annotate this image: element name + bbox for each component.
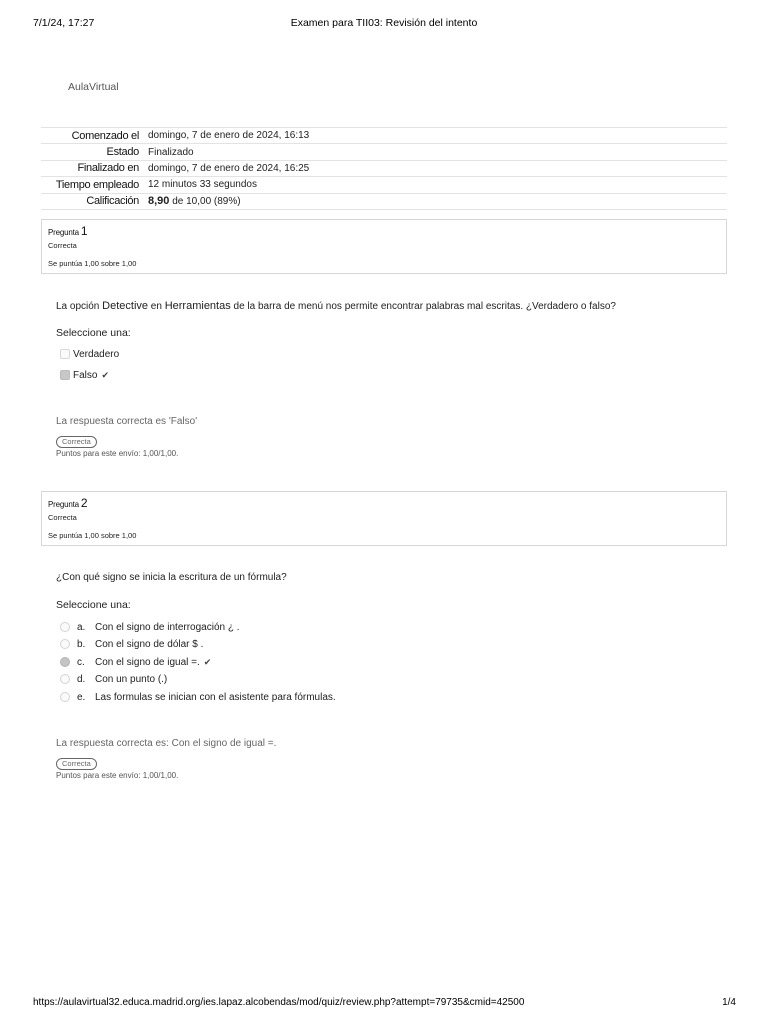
correct-badge: Correcta <box>56 758 97 770</box>
summary-label: Estado <box>106 146 139 159</box>
answer-letter: b. <box>77 638 86 650</box>
answer-label: Con el signo de dólar $ . <box>95 638 204 650</box>
question-2-text: ¿Con qué signo se inicia la escritura de un fórmula? <box>56 572 287 583</box>
summary-label: Finalizado en <box>77 162 139 175</box>
question-state: Correcta <box>48 241 77 250</box>
question-1-info <box>41 219 727 274</box>
answer-label: Con un punto (.) <box>95 673 168 685</box>
answer-letter: e. <box>77 691 86 703</box>
check-icon: ✔ <box>101 369 109 380</box>
answer-label: Falso <box>73 369 98 381</box>
print-header <box>0 17 768 31</box>
summary-row <box>41 128 727 144</box>
radio-icon[interactable] <box>60 657 70 667</box>
summary-value: Finalizado <box>148 146 194 158</box>
grade-score: 8,90 <box>148 195 170 208</box>
question-1-text: La opción Detective en Herramientas de la barra de menú nos permite encontrar palabras mal escritas. ¿Verdadero o falso? <box>56 300 616 312</box>
right-answer: La respuesta correcta es: Con el signo de igual =. <box>56 738 277 749</box>
summary-row <box>41 144 727 160</box>
print-timestamp: 7/1/24, 17:27 <box>33 17 95 29</box>
marks-text: Puntos para este envío: 1,00/1,00. <box>56 771 179 780</box>
summary-label: Tiempo empleado <box>55 178 139 191</box>
site-name[interactable]: AulaVirtual <box>68 81 119 93</box>
answer-option[interactable] <box>60 690 336 704</box>
answer-letter: d. <box>77 673 86 685</box>
question-state: Correcta <box>48 513 77 522</box>
answer-letter: a. <box>77 621 86 633</box>
answer-label: Las formulas se inician con el asistente para fórmulas. <box>95 691 336 703</box>
answer-label: Verdadero <box>73 348 120 360</box>
answer-option-selected[interactable] <box>60 655 211 669</box>
question-number: Pregunta 2 <box>48 496 88 510</box>
question-2-info <box>41 491 727 546</box>
marks-text: Puntos para este envío: 1,00/1,00. <box>56 449 179 458</box>
attempt-summary-table <box>41 127 727 210</box>
summary-row <box>41 193 727 209</box>
radio-icon[interactable] <box>60 692 70 702</box>
summary-value: domingo, 7 de enero de 2024, 16:25 <box>148 162 310 174</box>
page-number: 1/4 <box>722 997 736 1008</box>
question-grade: Se puntúa 1,00 sobre 1,00 <box>48 259 137 268</box>
answer-label: Con el signo de igual =. <box>95 656 200 668</box>
summary-label: Comenzado el <box>71 129 139 142</box>
summary-row <box>41 160 727 176</box>
summary-value <box>148 193 727 209</box>
question-number: Pregunta 1 <box>48 224 88 238</box>
answer-option[interactable] <box>60 637 203 651</box>
summary-label: Calificación <box>86 195 139 208</box>
question-2-prompt: Seleccione una: <box>56 599 131 611</box>
grade-total: de 10,00 (89%) <box>169 196 241 208</box>
answer-option[interactable] <box>60 347 119 361</box>
question-grade: Se puntúa 1,00 sobre 1,00 <box>48 531 137 540</box>
print-title: Examen para TII03: Revisión del intento <box>290 17 478 29</box>
correct-badge: Correcta <box>56 436 97 448</box>
check-icon: ✔ <box>203 656 212 667</box>
answer-letter: c. <box>77 656 85 668</box>
answer-option-selected[interactable] <box>60 368 109 382</box>
summary-row <box>41 177 727 193</box>
print-url: https://aulavirtual32.educa.madrid.org/ies.lapaz.alcobendas/mod/quiz/review.php?attempt=79735&cmid=42500 <box>33 997 525 1008</box>
answer-option[interactable] <box>60 672 167 686</box>
summary-value: 12 minutos 33 segundos <box>148 179 257 191</box>
checkbox-icon[interactable] <box>60 370 70 380</box>
radio-icon[interactable] <box>60 622 70 632</box>
answer-label: Con el signo de interrogación ¿ . <box>95 621 240 633</box>
checkbox-icon[interactable] <box>60 349 70 359</box>
radio-icon[interactable] <box>60 639 70 649</box>
right-answer: La respuesta correcta es 'Falso' <box>56 416 198 427</box>
answer-option[interactable] <box>60 620 240 634</box>
summary-value: domingo, 7 de enero de 2024, 16:13 <box>148 130 310 142</box>
question-1-prompt: Seleccione una: <box>56 327 131 339</box>
radio-icon[interactable] <box>60 674 70 684</box>
